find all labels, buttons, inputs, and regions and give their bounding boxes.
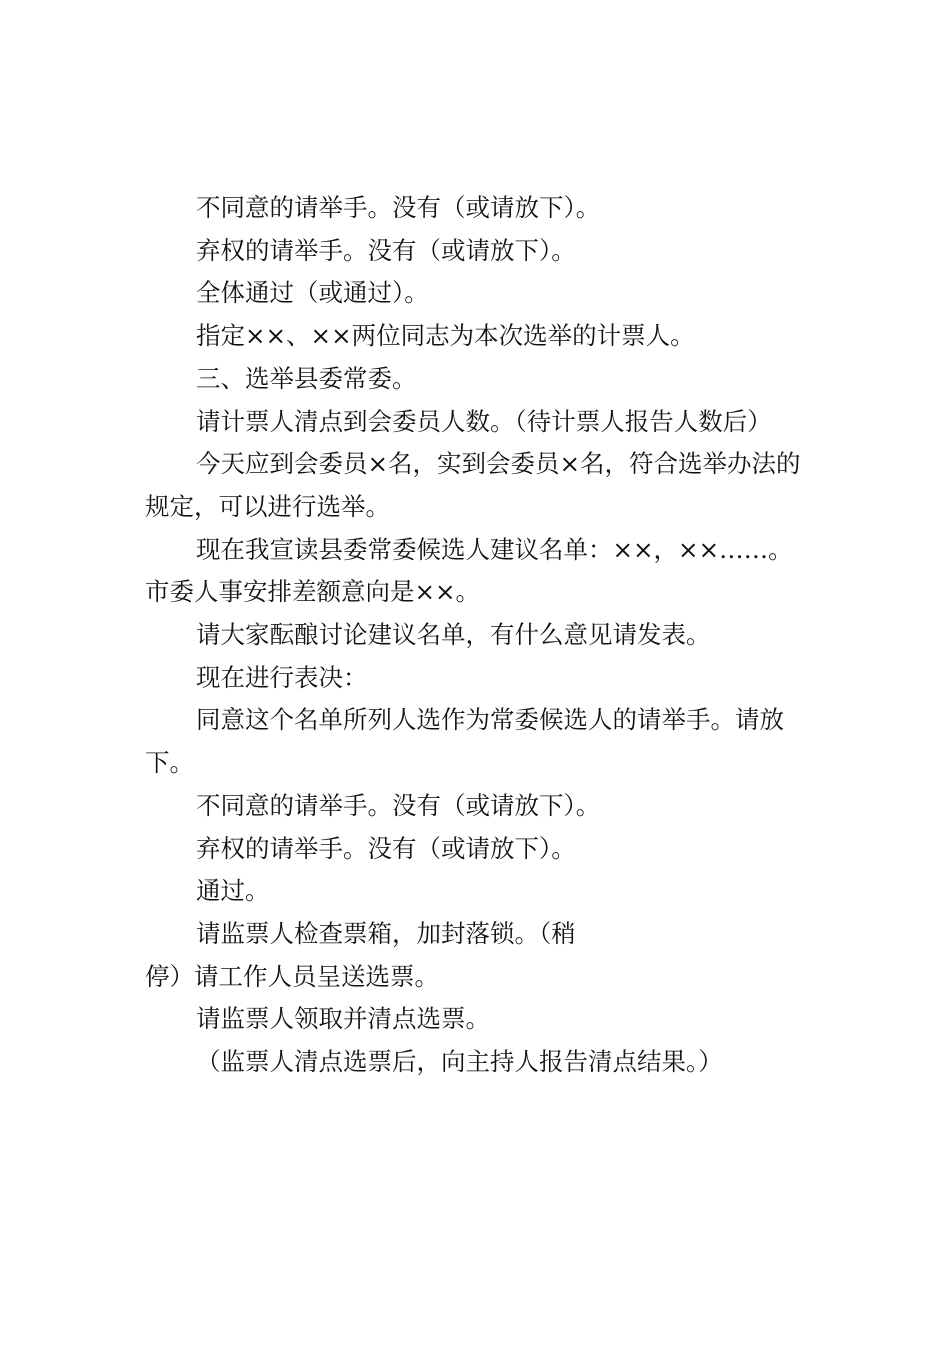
paragraph: 今天应到会委员×名，实到会委员×名，符合选举办法的规定，可以进行选举。	[145, 449, 801, 521]
paragraph: 不同意的请举手。没有（或请放下）。	[196, 790, 601, 820]
paragraph: 弃权的请举手。没有（或请放下）。	[196, 833, 576, 863]
paragraph: 请大家酝酿讨论建议名单，有什么意见请发表。	[196, 620, 711, 650]
paragraph: 请监票人检查票箱，加封落锁。（稍停）请工作人员呈送选票。	[145, 918, 576, 991]
paragraph: 不同意的请举手。没有（或请放下）。	[196, 193, 601, 222]
paragraph: 三、选举县委常委。	[196, 363, 417, 393]
paragraph: 请监票人领取并清点选票。	[196, 1004, 490, 1034]
paragraph: 弃权的请举手。没有（或请放下）。	[196, 235, 576, 265]
paragraph: 通过。	[196, 876, 270, 906]
paragraph: 现在进行表决：	[196, 662, 368, 692]
paragraph: 请计票人清点到会委员人数。（待计票人报告人数后）	[196, 406, 772, 436]
paragraph: 指定××、××两位同志为本次选举的计票人。	[196, 321, 695, 351]
paragraph: （监票人清点选票后，向主持人报告清点结果。）	[196, 1047, 723, 1077]
paragraph: 全体通过（或通过）。	[196, 278, 429, 308]
paragraph: 现在我宣读县委常委候选人建议名单：××，××……。市委人事安排差额意向是××。	[145, 534, 793, 607]
document-body	[145, 187, 810, 1084]
paragraph: 同意这个名单所列人选作为常委候选人的请举手。请放下。	[145, 705, 784, 778]
